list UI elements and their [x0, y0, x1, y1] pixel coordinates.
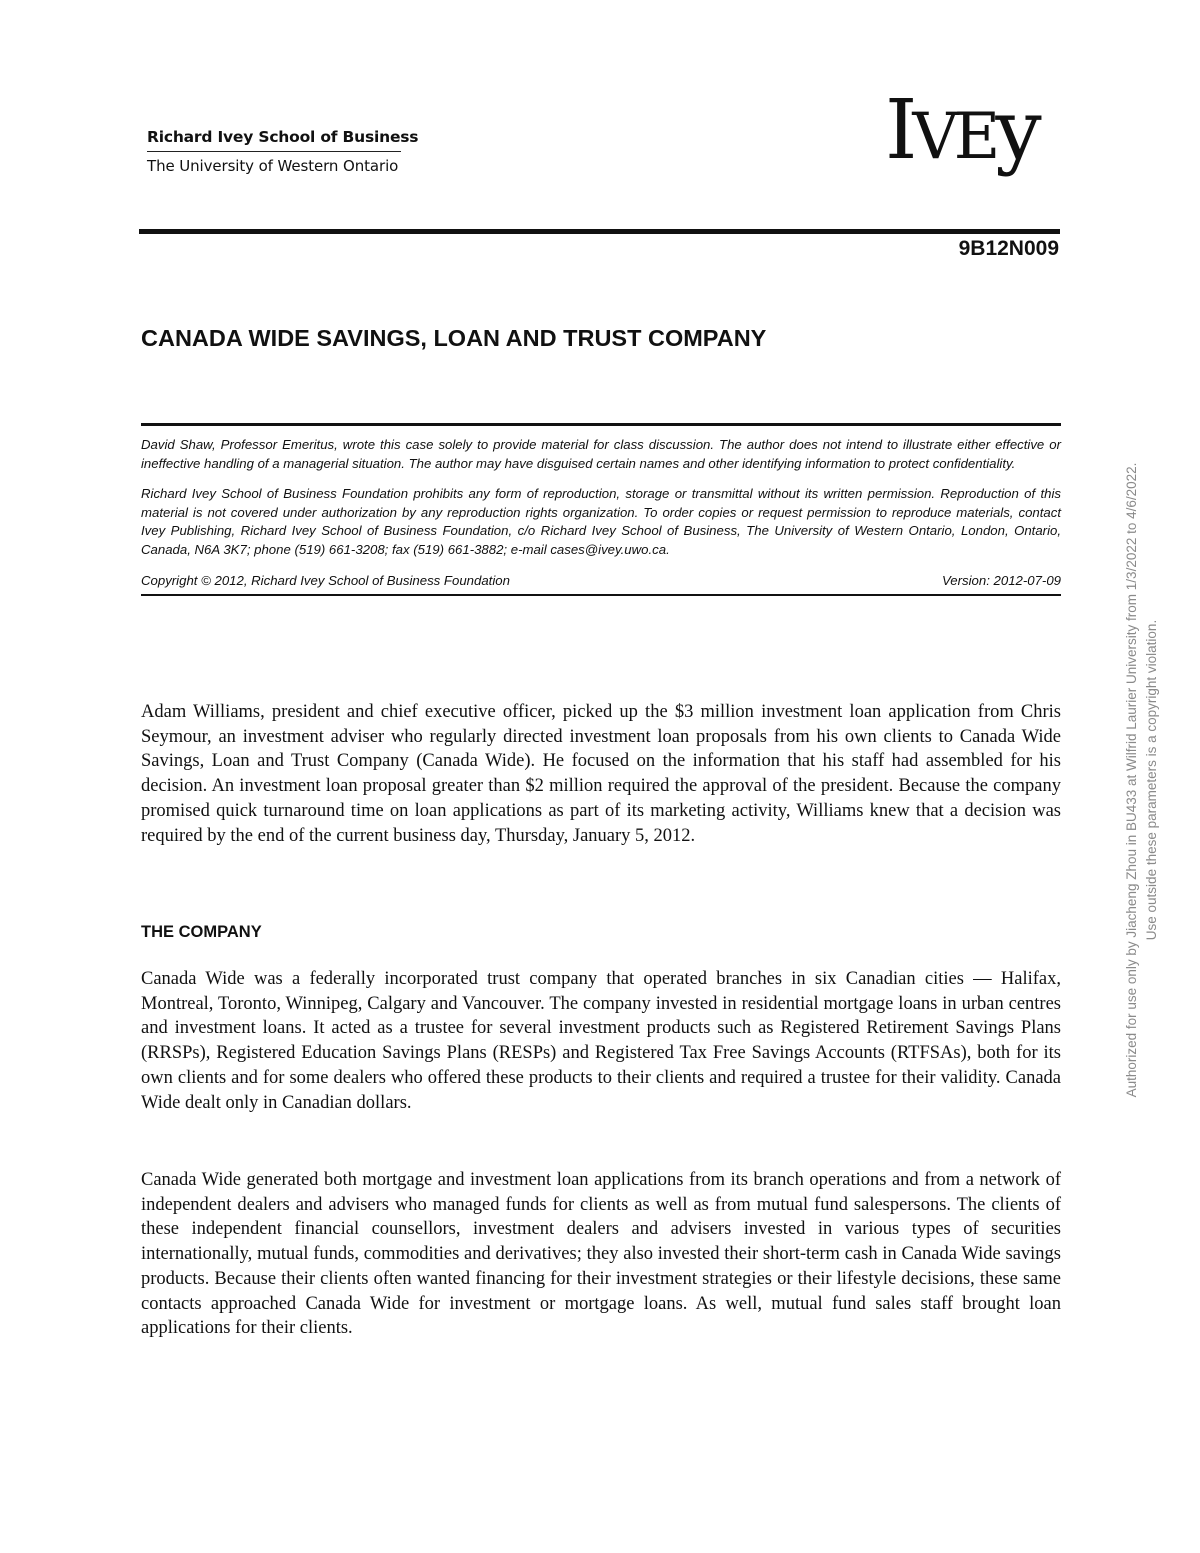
header-divider [139, 229, 1060, 234]
ivey-logo: IVEy [885, 83, 1037, 178]
company-paragraph-2: Canada Wide generated both mortgage and investment loan applications from its branch operations and from a network of independent dealers and advisers who managed funds for clients as well as from mutual fund salespersons. The clients of these independent financial counsellors, investment dealers and advisers invested in various types of securities internationally, mutual funds, commodities and derivatives; they also invested their short-term cash in Canada Wide savings products. Because their clients often wanted financing for their investment strategies or their lifestyle decisions, these same contacts approached Canada Wide for investment or mortgage loans. As well, mutual fund sales staff brought loan applications for their clients. [141, 1170, 1061, 1339]
case-title: CANADA WIDE SAVINGS, LOAN AND TRUST COMPANY [141, 325, 767, 351]
disclaimer-box [141, 423, 1061, 596]
authorization-watermark [1122, 410, 1162, 1150]
version-text: Version: 2012-07-09 [941, 572, 1061, 588]
section-heading-company: THE COMPANY [141, 923, 262, 941]
copyright-row [141, 572, 1061, 591]
watermark-line-1: Authorized for use only by Jiacheng Zhou in BU433 at Wilfrid Laurier University from 1/3/2022 to 4/6/2022. [1124, 462, 1139, 1098]
copyright-text: Copyright © 2012, Richard Ivey School of Business Foundation [141, 572, 510, 588]
reproduction-notice: Richard Ivey School of Business Foundation prohibits any form of reproduction, storage or transmittal without its written permission. Reproduction of this material is not covered under authorization by any reproduction rights organization. To order copies or request permission to reproduce materials, contact Ivey Publishing, Richard Ivey School of Business Foundation, c/o Richard Ivey School of Business, The University of Western Ontario, London, Ontario, Canada, N6A 3K7; phone (519) 661-3208; fax (519) 661-3882; e-mail cases@ivey.uwo.ca. [141, 486, 1061, 557]
case-number: 9B12N009 [958, 237, 1059, 260]
school-name: Richard Ivey School of Business [147, 128, 401, 152]
intro-paragraph: Adam Williams, president and chief executive officer, picked up the $3 million investment loan application from Chris Seymour, an investment adviser who regularly directed investment loan proposals from his own clients to Canada Wide Savings, Loan and Trust Company (Canada Wide). He focused on the information that his staff had assembled for his decision. An investment loan proposal greater than $2 million required the approval of the president. Because the company promised quick turnaround time on loan applications as part of its marketing activity, Williams knew that a decision was required by the end of the current business day, Thursday, January 5, 2012. [141, 702, 1061, 846]
school-identity [147, 128, 419, 175]
watermark-line-2: Use outside these parameters is a copyright violation. [1144, 619, 1159, 941]
company-paragraph-1: Canada Wide was a federally incorporated trust company that operated branches in six Canadian cities — Halifax, Montreal, Toronto, Winnipeg, Calgary and Vancouver. The company invested in residential mortgage loans in urban centres and investment loans. It acted as a trustee for several investment products such as Registered Retirement Savings Plans (RRSPs), Registered Education Savings Plans (RESPs) and Registered Tax Free Savings Accounts (RTFSAs), both for its own clients and for some dealers who offered these products to their clients and required a trustee for their validity. Canada Wide dealt only in Canadian dollars. [141, 969, 1061, 1113]
university-name: The University of Western Ontario [147, 157, 399, 175]
authorship-note: David Shaw, Professor Emeritus, wrote this case solely to provide material for class discussion. The author does not intend to illustrate either effective or ineffective handling of a managerial situation. The author may have disguised certain names and other identifying information to protect confidentiality. [141, 437, 1061, 471]
